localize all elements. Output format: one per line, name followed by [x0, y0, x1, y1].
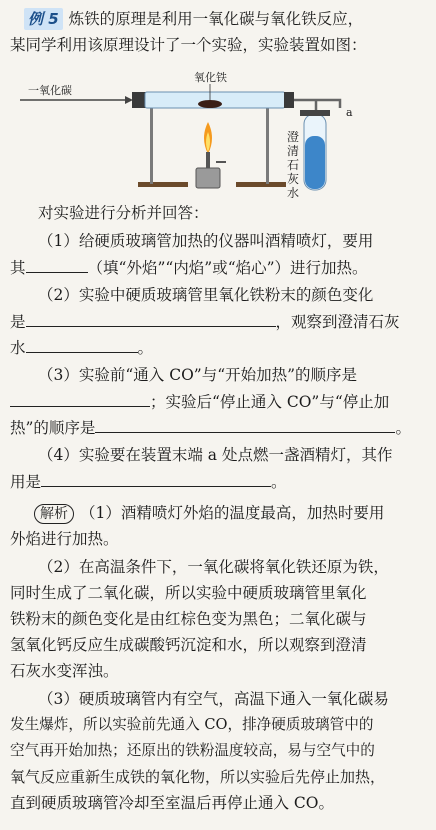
left-stand-base — [138, 182, 188, 187]
right-stopper — [284, 92, 294, 108]
co-label: 一氧化碳 — [28, 84, 72, 97]
q4-line-1: （4）实验要在装置末端 a 处点燃一盏酒精灯，其作 — [38, 446, 393, 464]
example-label: 例 5 — [24, 8, 63, 30]
q2-blank-1[interactable] — [26, 308, 276, 327]
q2-line-1: （2）实验中硬质玻璃管里氧化铁粉末的颜色变化 — [38, 286, 374, 304]
limewater — [305, 136, 325, 189]
inlet-arrow — [125, 96, 133, 104]
q1-line-1: （1）给硬质玻璃管加热的仪器叫酒精喷灯，要用 — [38, 232, 374, 250]
analysis-p2-line: （2）在高温条件下，一氧化碳将氧化铁还原为铁， — [38, 558, 389, 576]
q3-line-3: 热”的顺序是 。 — [10, 414, 411, 441]
q1-blank[interactable] — [26, 254, 88, 273]
burner-nozzle — [206, 152, 210, 168]
intro-line-1: 例 5 炼铁的原理是利用一氧化碳与氧化铁反应， — [24, 6, 363, 32]
q3-line-2: ；实验后“停止通入 CO”与“停止加 — [10, 388, 389, 415]
fe2o3-powder — [198, 100, 222, 108]
limewater-label: 澄 清 石 灰 水 — [286, 130, 299, 200]
left-stand-rod — [150, 98, 153, 184]
left-stopper — [132, 92, 146, 108]
experiment-apparatus — [0, 68, 436, 200]
analysis-label: 解析 — [34, 504, 74, 524]
apparatus-diagram — [0, 68, 436, 196]
q2-blank-2[interactable] — [26, 334, 138, 353]
prompt-line: 对实验进行分析并回答： — [38, 204, 209, 222]
analysis-p3-line: 氧气反应重新生成铁的氧化物，所以实验后先停止加热， — [10, 768, 386, 786]
point-a-label: a — [346, 106, 353, 119]
analysis-p3-line: 空气再开始加热；还原出的铁粉温度较高，易与空气中的 — [10, 742, 375, 759]
analysis-p3-line: 直到硬质玻璃管冷却至室温后再停止通入 CO。 — [10, 794, 334, 812]
q2-line-2: 是 ，观察到澄清石灰 — [10, 308, 400, 335]
right-stand-base — [236, 182, 286, 187]
intro-line-2: 某同学利用该原理设计了一个实验，实验装置如图： — [10, 36, 367, 54]
q1-line-2: 其 （填“外焰”“内焰”或“焰心”）进行加热。 — [10, 254, 368, 281]
analysis-p3-line: （3）硬质玻璃管内有空气，高温下通入一氧化碳易 — [38, 690, 389, 708]
q2-line-3: 水 。 — [10, 334, 153, 361]
analysis-p2-line: 氢氧化钙反应生成碳酸钙沉淀和水，所以观察到澄清 — [10, 636, 367, 654]
q3-line-1: （3）实验前“通入 CO”与“开始加热”的顺序是 — [38, 366, 358, 384]
test-tube-rim — [300, 110, 330, 116]
analysis-p2-line: 石灰水变浑浊。 — [10, 662, 119, 680]
q4-blank[interactable] — [41, 468, 271, 487]
analysis-p3-line: 发生爆炸，所以实验前先通入 CO，排净硬质玻璃管中的 — [10, 716, 374, 733]
q3-blank-1[interactable] — [10, 388, 150, 407]
q3-blank-2[interactable] — [95, 414, 395, 433]
fe2o3-label: 氧化铁 — [194, 71, 227, 84]
q4-line-2: 用是 。 — [10, 468, 287, 495]
analysis-p2-line: 同时生成了二氧化碳，所以实验中硬质玻璃管里氧化 — [10, 584, 367, 602]
right-stand-rod — [266, 98, 269, 184]
analysis-p1-line-1: 解析 （1）酒精喷灯外焰的温度最高，加热时要用 — [34, 500, 384, 526]
burner-base — [196, 168, 220, 188]
analysis-p2-line: 铁粉末的颜色变化是由红棕色变为黑色；二氧化碳与 — [10, 610, 367, 628]
analysis-p1-line-2: 外焰进行加热。 — [10, 530, 119, 548]
